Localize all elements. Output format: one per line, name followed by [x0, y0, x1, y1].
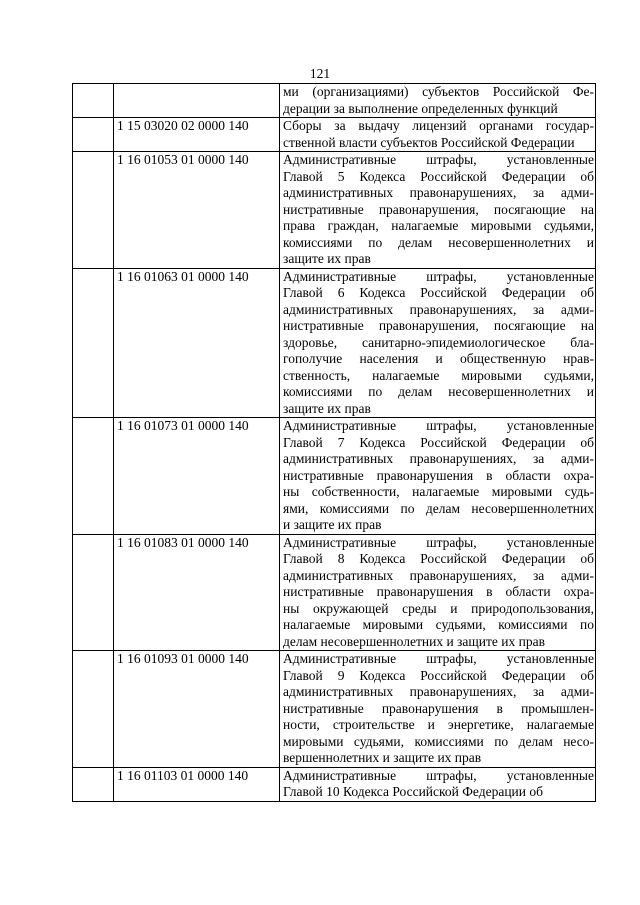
description-line: Административные штрафы, установленные: [283, 152, 594, 167]
classification-code-cell: 1 16 01083 01 0000 140: [114, 534, 280, 651]
income-description-cell: [280, 651, 596, 768]
table-row: [73, 152, 596, 269]
description-line: Главой 5 Кодекса Российской Федерации об: [283, 168, 594, 184]
description-line: мировыми судьями, комиссиями по делам несо-: [283, 733, 594, 749]
table-row: [73, 418, 596, 535]
description-line: вершеннолетних и защите их прав: [283, 750, 482, 765]
budget-classification-table: [72, 83, 596, 802]
description-line: ственной власти субъектов Российской Федерации: [283, 134, 575, 150]
classification-code-cell: 1 16 01053 01 0000 140: [114, 152, 280, 269]
description-line: нистративные правонарушения в области охра-: [283, 584, 594, 599]
income-description-cell: [280, 84, 596, 118]
income-description-cell: [280, 534, 596, 651]
description-line: Главой 9 Кодекса Российской Федерации об: [283, 667, 594, 683]
description-line: ми (организациями) субъектов Российской Фе-: [283, 84, 594, 99]
page-number: 121: [309, 66, 331, 81]
empty-number-cell: [73, 534, 114, 651]
description-line: административных правонарушениях, за адми-: [283, 185, 594, 200]
description-line: административных правонарушениях, за адми-: [283, 567, 594, 583]
description-line: защите их прав: [283, 251, 371, 266]
description-line: нистративные правонарушения, посягающие на: [283, 201, 594, 217]
description-line: защите их прав: [283, 400, 371, 416]
table-row: [73, 84, 596, 118]
classification-code-cell: 1 16 01063 01 0000 140: [114, 268, 280, 418]
income-description-cell: [280, 418, 596, 535]
description-line: дерации за выполнение определенных функций: [283, 100, 558, 116]
empty-number-cell: [73, 651, 114, 768]
description-line: комиссиями по делам несовершеннолетних и: [283, 234, 594, 250]
description-line: делам несовершеннолетних и защите их прав: [283, 633, 545, 649]
empty-number-cell: [73, 84, 114, 118]
table-row: [73, 651, 596, 768]
description-line: комиссиями по делам несовершеннолетних и: [283, 384, 594, 399]
empty-number-cell: [73, 152, 114, 269]
table-row: [73, 268, 596, 418]
table-row: [73, 118, 596, 152]
empty-number-cell: [73, 268, 114, 418]
description-line: нистративные правонарушения в области охра-: [283, 467, 594, 483]
income-description-cell: [280, 152, 596, 269]
description-line: здоровье, санитарно-эпидемиологическое бла-: [283, 334, 594, 350]
classification-code-cell: 1 16 01073 01 0000 140: [114, 418, 280, 535]
empty-number-cell: [73, 418, 114, 535]
description-line: налагаемые мировыми судьями, комиссиями по: [283, 617, 594, 632]
description-line: Сборы за выдачу лицензий органами государ-: [283, 118, 594, 133]
description-line: Административные штрафы, установленные: [283, 767, 594, 783]
income-description-cell: [280, 268, 596, 418]
description-line: нистративные правонарушения, посягающие на: [283, 318, 594, 333]
classification-code-cell: 1 15 03020 02 0000 140: [114, 118, 280, 152]
description-line: права граждан, налагаемые мировыми судьями,: [283, 218, 594, 233]
income-description-cell: [280, 767, 596, 801]
description-line: ны окружающей среды и природопользования,: [283, 600, 594, 616]
description-line: и защите их прав: [283, 517, 382, 532]
description-line: Главой 7 Кодекса Российской Федерации об: [283, 434, 594, 450]
description-line: административных правонарушениях, за адми-: [283, 301, 594, 317]
table-body: [73, 84, 596, 802]
description-line: Главой 10 Кодекса Российской Федерации об: [283, 784, 543, 799]
income-description-cell: [280, 118, 596, 152]
description-line: Административные штрафы, установленные: [283, 418, 594, 433]
table-row: [73, 534, 596, 651]
description-line: административных правонарушениях, за адми-: [283, 684, 594, 699]
description-line: гополучие населения и общественную нрав-: [283, 351, 594, 366]
empty-number-cell: [73, 118, 114, 152]
description-line: ности, строительстве и энергетике, налагаемые: [283, 717, 594, 732]
empty-number-cell: [73, 767, 114, 801]
description-line: Главой 6 Кодекса Российской Федерации об: [283, 285, 594, 300]
description-line: ственность, налагаемые мировыми судьями,: [283, 367, 594, 383]
description-line: ями, комиссиями по делам несовершеннолетних: [283, 500, 594, 516]
table-row: [73, 767, 596, 801]
description-line: Административные штрафы, установленные: [283, 651, 594, 666]
description-line: Административные штрафы, установленные: [283, 268, 594, 284]
description-line: административных правонарушениях, за адми-: [283, 451, 594, 466]
classification-code-cell: 1 16 01093 01 0000 140: [114, 651, 280, 768]
description-line: ны собственности, налагаемые мировыми судь-: [283, 484, 594, 499]
classification-code-cell: [114, 84, 280, 118]
description-line: нистративные правонарушения в промышлен-: [283, 700, 594, 716]
classification-code-cell: 1 16 01103 01 0000 140: [114, 767, 280, 801]
description-line: Главой 8 Кодекса Российской Федерации об: [283, 551, 594, 566]
description-line: Административные штрафы, установленные: [283, 534, 594, 550]
